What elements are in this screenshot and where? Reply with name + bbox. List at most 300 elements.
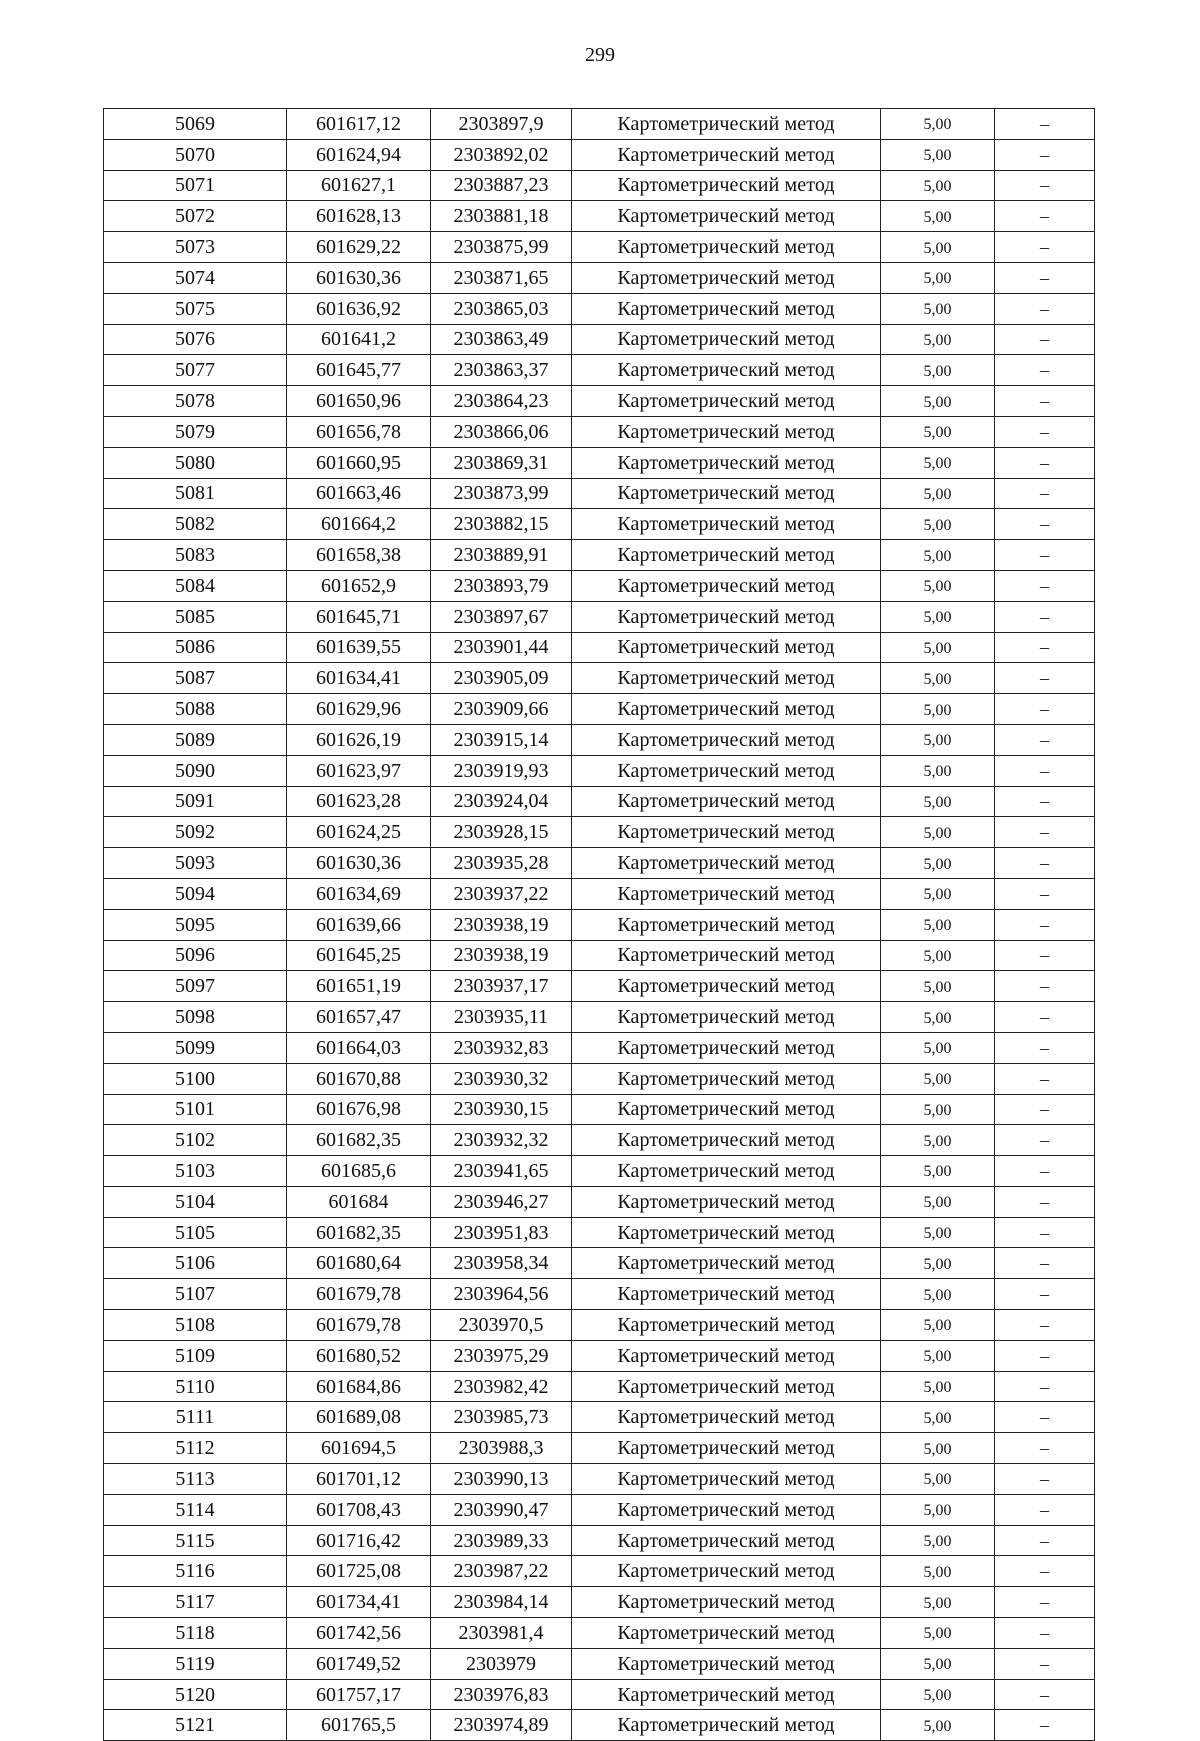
x-coordinate-cell: 601617,12 xyxy=(287,109,431,140)
x-coordinate-cell: 601652,9 xyxy=(287,570,431,601)
point-number-cell: 5114 xyxy=(104,1494,287,1525)
y-coordinate-cell: 2303924,04 xyxy=(431,786,572,817)
x-coordinate-cell: 601682,35 xyxy=(287,1217,431,1248)
description-cell: – xyxy=(995,570,1095,601)
point-number-cell: 5094 xyxy=(104,878,287,909)
method-cell: Картометрический метод xyxy=(572,540,881,571)
description-cell: – xyxy=(995,170,1095,201)
table-row xyxy=(104,109,1095,140)
accuracy-cell: 5,00 xyxy=(881,1371,995,1402)
accuracy-cell: 5,00 xyxy=(881,1032,995,1063)
method-cell: Картометрический метод xyxy=(572,1402,881,1433)
y-coordinate-cell: 2303889,91 xyxy=(431,540,572,571)
y-coordinate-cell: 2303935,11 xyxy=(431,1002,572,1033)
description-cell: – xyxy=(995,447,1095,478)
method-cell: Картометрический метод xyxy=(572,1248,881,1279)
method-cell: Картометрический метод xyxy=(572,386,881,417)
accuracy-cell: 5,00 xyxy=(881,694,995,725)
point-number-cell: 5089 xyxy=(104,724,287,755)
accuracy-cell: 5,00 xyxy=(881,1063,995,1094)
point-number-cell: 5120 xyxy=(104,1679,287,1710)
y-coordinate-cell: 2303958,34 xyxy=(431,1248,572,1279)
table-row xyxy=(104,1433,1095,1464)
x-coordinate-cell: 601651,19 xyxy=(287,971,431,1002)
description-cell: – xyxy=(995,262,1095,293)
point-number-cell: 5091 xyxy=(104,786,287,817)
description-cell: – xyxy=(995,232,1095,263)
accuracy-cell: 5,00 xyxy=(881,509,995,540)
x-coordinate-cell: 601658,38 xyxy=(287,540,431,571)
point-number-cell: 5119 xyxy=(104,1648,287,1679)
point-number-cell: 5092 xyxy=(104,817,287,848)
x-coordinate-cell: 601645,25 xyxy=(287,940,431,971)
table-row xyxy=(104,786,1095,817)
method-cell: Картометрический метод xyxy=(572,293,881,324)
description-cell: – xyxy=(995,1340,1095,1371)
description-cell: – xyxy=(995,416,1095,447)
table-row xyxy=(104,848,1095,879)
accuracy-cell: 5,00 xyxy=(881,663,995,694)
point-number-cell: 5095 xyxy=(104,909,287,940)
method-cell: Картометрический метод xyxy=(572,1002,881,1033)
x-coordinate-cell: 601623,28 xyxy=(287,786,431,817)
method-cell: Картометрический метод xyxy=(572,1494,881,1525)
y-coordinate-cell: 2303909,66 xyxy=(431,694,572,725)
x-coordinate-cell: 601630,36 xyxy=(287,262,431,293)
table-row xyxy=(104,232,1095,263)
table-row xyxy=(104,447,1095,478)
method-cell: Картометрический метод xyxy=(572,262,881,293)
description-cell: – xyxy=(995,878,1095,909)
accuracy-cell: 5,00 xyxy=(881,1186,995,1217)
description-cell: – xyxy=(995,1710,1095,1741)
x-coordinate-cell: 601757,17 xyxy=(287,1679,431,1710)
method-cell: Картометрический метод xyxy=(572,878,881,909)
description-cell: – xyxy=(995,1125,1095,1156)
method-cell: Картометрический метод xyxy=(572,663,881,694)
y-coordinate-cell: 2303919,93 xyxy=(431,755,572,786)
point-number-cell: 5083 xyxy=(104,540,287,571)
description-cell: – xyxy=(995,1002,1095,1033)
x-coordinate-cell: 601639,55 xyxy=(287,632,431,663)
x-coordinate-cell: 601623,97 xyxy=(287,755,431,786)
method-cell: Картометрический метод xyxy=(572,232,881,263)
point-number-cell: 5096 xyxy=(104,940,287,971)
point-number-cell: 5118 xyxy=(104,1618,287,1649)
method-cell: Картометрический метод xyxy=(572,1433,881,1464)
method-cell: Картометрический метод xyxy=(572,139,881,170)
accuracy-cell: 5,00 xyxy=(881,1094,995,1125)
accuracy-cell: 5,00 xyxy=(881,786,995,817)
method-cell: Картометрический метод xyxy=(572,848,881,879)
x-coordinate-cell: 601634,69 xyxy=(287,878,431,909)
y-coordinate-cell: 2303882,15 xyxy=(431,509,572,540)
accuracy-cell: 5,00 xyxy=(881,1679,995,1710)
table-row xyxy=(104,1464,1095,1495)
x-coordinate-cell: 601645,77 xyxy=(287,355,431,386)
method-cell: Картометрический метод xyxy=(572,478,881,509)
point-number-cell: 5117 xyxy=(104,1587,287,1618)
point-number-cell: 5111 xyxy=(104,1402,287,1433)
method-cell: Картометрический метод xyxy=(572,1340,881,1371)
description-cell: – xyxy=(995,1186,1095,1217)
accuracy-cell: 5,00 xyxy=(881,1618,995,1649)
method-cell: Картометрический метод xyxy=(572,1464,881,1495)
x-coordinate-cell: 601679,78 xyxy=(287,1310,431,1341)
y-coordinate-cell: 2303875,99 xyxy=(431,232,572,263)
description-cell: – xyxy=(995,139,1095,170)
x-coordinate-cell: 601765,5 xyxy=(287,1710,431,1741)
y-coordinate-cell: 2303990,13 xyxy=(431,1464,572,1495)
accuracy-cell: 5,00 xyxy=(881,1648,995,1679)
x-coordinate-cell: 601742,56 xyxy=(287,1618,431,1649)
point-number-cell: 5073 xyxy=(104,232,287,263)
point-number-cell: 5106 xyxy=(104,1248,287,1279)
accuracy-cell: 5,00 xyxy=(881,1248,995,1279)
point-number-cell: 5071 xyxy=(104,170,287,201)
table-row xyxy=(104,909,1095,940)
description-cell: – xyxy=(995,909,1095,940)
method-cell: Картометрический метод xyxy=(572,1063,881,1094)
point-number-cell: 5074 xyxy=(104,262,287,293)
point-number-cell: 5121 xyxy=(104,1710,287,1741)
table-row xyxy=(104,324,1095,355)
description-cell: – xyxy=(995,1310,1095,1341)
description-cell: – xyxy=(995,293,1095,324)
description-cell: – xyxy=(995,201,1095,232)
accuracy-cell: 5,00 xyxy=(881,971,995,1002)
accuracy-cell: 5,00 xyxy=(881,262,995,293)
description-cell: – xyxy=(995,109,1095,140)
table-row xyxy=(104,1402,1095,1433)
table-row xyxy=(104,386,1095,417)
y-coordinate-cell: 2303938,19 xyxy=(431,909,572,940)
accuracy-cell: 5,00 xyxy=(881,478,995,509)
method-cell: Картометрический метод xyxy=(572,1710,881,1741)
table-row xyxy=(104,1618,1095,1649)
method-cell: Картометрический метод xyxy=(572,940,881,971)
accuracy-cell: 5,00 xyxy=(881,139,995,170)
accuracy-cell: 5,00 xyxy=(881,909,995,940)
y-coordinate-cell: 2303937,22 xyxy=(431,878,572,909)
accuracy-cell: 5,00 xyxy=(881,1525,995,1556)
accuracy-cell: 5,00 xyxy=(881,755,995,786)
x-coordinate-cell: 601676,98 xyxy=(287,1094,431,1125)
point-number-cell: 5087 xyxy=(104,663,287,694)
method-cell: Картометрический метод xyxy=(572,1371,881,1402)
description-cell: – xyxy=(995,1679,1095,1710)
description-cell: – xyxy=(995,1525,1095,1556)
table-row xyxy=(104,1125,1095,1156)
x-coordinate-cell: 601725,08 xyxy=(287,1556,431,1587)
y-coordinate-cell: 2303866,06 xyxy=(431,416,572,447)
method-cell: Картометрический метод xyxy=(572,570,881,601)
y-coordinate-cell: 2303873,99 xyxy=(431,478,572,509)
accuracy-cell: 5,00 xyxy=(881,570,995,601)
x-coordinate-cell: 601684 xyxy=(287,1186,431,1217)
description-cell: – xyxy=(995,1156,1095,1187)
accuracy-cell: 5,00 xyxy=(881,848,995,879)
table-row xyxy=(104,724,1095,755)
accuracy-cell: 5,00 xyxy=(881,1402,995,1433)
accuracy-cell: 5,00 xyxy=(881,1433,995,1464)
x-coordinate-cell: 601685,6 xyxy=(287,1156,431,1187)
x-coordinate-cell: 601629,96 xyxy=(287,694,431,725)
x-coordinate-cell: 601628,13 xyxy=(287,201,431,232)
y-coordinate-cell: 2303892,02 xyxy=(431,139,572,170)
page-number: 299 xyxy=(585,44,615,66)
point-number-cell: 5070 xyxy=(104,139,287,170)
description-cell: – xyxy=(995,724,1095,755)
table-row xyxy=(104,1186,1095,1217)
accuracy-cell: 5,00 xyxy=(881,940,995,971)
x-coordinate-cell: 601650,96 xyxy=(287,386,431,417)
description-cell: – xyxy=(995,755,1095,786)
method-cell: Картометрический метод xyxy=(572,447,881,478)
description-cell: – xyxy=(995,355,1095,386)
accuracy-cell: 5,00 xyxy=(881,1156,995,1187)
y-coordinate-cell: 2303982,42 xyxy=(431,1371,572,1402)
method-cell: Картометрический метод xyxy=(572,755,881,786)
y-coordinate-cell: 2303951,83 xyxy=(431,1217,572,1248)
accuracy-cell: 5,00 xyxy=(881,1279,995,1310)
x-coordinate-cell: 601641,2 xyxy=(287,324,431,355)
x-coordinate-cell: 601645,71 xyxy=(287,601,431,632)
method-cell: Картометрический метод xyxy=(572,355,881,386)
description-cell: – xyxy=(995,940,1095,971)
y-coordinate-cell: 2303974,89 xyxy=(431,1710,572,1741)
method-cell: Картометрический метод xyxy=(572,1587,881,1618)
point-number-cell: 5081 xyxy=(104,478,287,509)
y-coordinate-cell: 2303930,32 xyxy=(431,1063,572,1094)
table-row xyxy=(104,540,1095,571)
method-cell: Картометрический метод xyxy=(572,170,881,201)
x-coordinate-cell: 601624,25 xyxy=(287,817,431,848)
x-coordinate-cell: 601630,36 xyxy=(287,848,431,879)
point-number-cell: 5110 xyxy=(104,1371,287,1402)
x-coordinate-cell: 601684,86 xyxy=(287,1371,431,1402)
table-row xyxy=(104,570,1095,601)
y-coordinate-cell: 2303893,79 xyxy=(431,570,572,601)
method-cell: Картометрический метод xyxy=(572,909,881,940)
y-coordinate-cell: 2303979 xyxy=(431,1648,572,1679)
table-body xyxy=(104,109,1095,1741)
x-coordinate-cell: 601639,66 xyxy=(287,909,431,940)
x-coordinate-cell: 601734,41 xyxy=(287,1587,431,1618)
y-coordinate-cell: 2303897,9 xyxy=(431,109,572,140)
point-number-cell: 5080 xyxy=(104,447,287,478)
method-cell: Картометрический метод xyxy=(572,1679,881,1710)
method-cell: Картометрический метод xyxy=(572,201,881,232)
point-number-cell: 5072 xyxy=(104,201,287,232)
point-number-cell: 5103 xyxy=(104,1156,287,1187)
method-cell: Картометрический метод xyxy=(572,1094,881,1125)
table-row xyxy=(104,1710,1095,1741)
table-row xyxy=(104,1002,1095,1033)
x-coordinate-cell: 601663,46 xyxy=(287,478,431,509)
description-cell: – xyxy=(995,1279,1095,1310)
point-number-cell: 5109 xyxy=(104,1340,287,1371)
point-number-cell: 5077 xyxy=(104,355,287,386)
description-cell: – xyxy=(995,1032,1095,1063)
y-coordinate-cell: 2303937,17 xyxy=(431,971,572,1002)
x-coordinate-cell: 601679,78 xyxy=(287,1279,431,1310)
x-coordinate-cell: 601629,22 xyxy=(287,232,431,263)
point-number-cell: 5116 xyxy=(104,1556,287,1587)
table-row xyxy=(104,262,1095,293)
method-cell: Картометрический метод xyxy=(572,1556,881,1587)
point-number-cell: 5088 xyxy=(104,694,287,725)
table-row xyxy=(104,1679,1095,1710)
table-row xyxy=(104,1063,1095,1094)
accuracy-cell: 5,00 xyxy=(881,201,995,232)
table-row xyxy=(104,478,1095,509)
accuracy-cell: 5,00 xyxy=(881,1002,995,1033)
y-coordinate-cell: 2303976,83 xyxy=(431,1679,572,1710)
y-coordinate-cell: 2303981,4 xyxy=(431,1618,572,1649)
y-coordinate-cell: 2303869,31 xyxy=(431,447,572,478)
accuracy-cell: 5,00 xyxy=(881,386,995,417)
method-cell: Картометрический метод xyxy=(572,109,881,140)
point-number-cell: 5084 xyxy=(104,570,287,601)
x-coordinate-cell: 601694,5 xyxy=(287,1433,431,1464)
method-cell: Картометрический метод xyxy=(572,324,881,355)
method-cell: Картометрический метод xyxy=(572,817,881,848)
point-number-cell: 5075 xyxy=(104,293,287,324)
x-coordinate-cell: 601636,92 xyxy=(287,293,431,324)
x-coordinate-cell: 601701,12 xyxy=(287,1464,431,1495)
accuracy-cell: 5,00 xyxy=(881,632,995,663)
method-cell: Картометрический метод xyxy=(572,1525,881,1556)
point-number-cell: 5105 xyxy=(104,1217,287,1248)
point-number-cell: 5093 xyxy=(104,848,287,879)
x-coordinate-cell: 601660,95 xyxy=(287,447,431,478)
description-cell: – xyxy=(995,324,1095,355)
description-cell: – xyxy=(995,694,1095,725)
description-cell: – xyxy=(995,1648,1095,1679)
table-row xyxy=(104,663,1095,694)
accuracy-cell: 5,00 xyxy=(881,232,995,263)
point-number-cell: 5115 xyxy=(104,1525,287,1556)
accuracy-cell: 5,00 xyxy=(881,1310,995,1341)
y-coordinate-cell: 2303935,28 xyxy=(431,848,572,879)
method-cell: Картометрический метод xyxy=(572,694,881,725)
table-row xyxy=(104,1494,1095,1525)
y-coordinate-cell: 2303887,23 xyxy=(431,170,572,201)
accuracy-cell: 5,00 xyxy=(881,170,995,201)
description-cell: – xyxy=(995,1248,1095,1279)
y-coordinate-cell: 2303932,83 xyxy=(431,1032,572,1063)
y-coordinate-cell: 2303863,37 xyxy=(431,355,572,386)
description-cell: – xyxy=(995,1063,1095,1094)
accuracy-cell: 5,00 xyxy=(881,447,995,478)
table-row xyxy=(104,1032,1095,1063)
y-coordinate-cell: 2303930,15 xyxy=(431,1094,572,1125)
description-cell: – xyxy=(995,509,1095,540)
y-coordinate-cell: 2303964,56 xyxy=(431,1279,572,1310)
description-cell: – xyxy=(995,601,1095,632)
method-cell: Картометрический метод xyxy=(572,632,881,663)
y-coordinate-cell: 2303915,14 xyxy=(431,724,572,755)
point-number-cell: 5101 xyxy=(104,1094,287,1125)
point-number-cell: 5098 xyxy=(104,1002,287,1033)
accuracy-cell: 5,00 xyxy=(881,1340,995,1371)
table-row xyxy=(104,1371,1095,1402)
table-row xyxy=(104,940,1095,971)
table-row xyxy=(104,1156,1095,1187)
table-row xyxy=(104,878,1095,909)
accuracy-cell: 5,00 xyxy=(881,1464,995,1495)
point-number-cell: 5097 xyxy=(104,971,287,1002)
y-coordinate-cell: 2303897,67 xyxy=(431,601,572,632)
table-row xyxy=(104,1279,1095,1310)
accuracy-cell: 5,00 xyxy=(881,293,995,324)
table-row xyxy=(104,1094,1095,1125)
point-number-cell: 5079 xyxy=(104,416,287,447)
table-row xyxy=(104,601,1095,632)
method-cell: Картометрический метод xyxy=(572,509,881,540)
y-coordinate-cell: 2303905,09 xyxy=(431,663,572,694)
table-row xyxy=(104,755,1095,786)
method-cell: Картометрический метод xyxy=(572,1217,881,1248)
point-number-cell: 5069 xyxy=(104,109,287,140)
accuracy-cell: 5,00 xyxy=(881,601,995,632)
accuracy-cell: 5,00 xyxy=(881,1125,995,1156)
y-coordinate-cell: 2303990,47 xyxy=(431,1494,572,1525)
x-coordinate-cell: 601634,41 xyxy=(287,663,431,694)
y-coordinate-cell: 2303881,18 xyxy=(431,201,572,232)
table-row xyxy=(104,416,1095,447)
table-row xyxy=(104,817,1095,848)
description-cell: – xyxy=(995,1556,1095,1587)
x-coordinate-cell: 601680,52 xyxy=(287,1340,431,1371)
table-row xyxy=(104,170,1095,201)
method-cell: Картометрический метод xyxy=(572,1125,881,1156)
y-coordinate-cell: 2303932,32 xyxy=(431,1125,572,1156)
accuracy-cell: 5,00 xyxy=(881,817,995,848)
method-cell: Картометрический метод xyxy=(572,1310,881,1341)
description-cell: – xyxy=(995,1494,1095,1525)
x-coordinate-cell: 601670,88 xyxy=(287,1063,431,1094)
x-coordinate-cell: 601708,43 xyxy=(287,1494,431,1525)
table-row xyxy=(104,1556,1095,1587)
y-coordinate-cell: 2303871,65 xyxy=(431,262,572,293)
x-coordinate-cell: 601624,94 xyxy=(287,139,431,170)
table-row xyxy=(104,139,1095,170)
description-cell: – xyxy=(995,540,1095,571)
point-number-cell: 5082 xyxy=(104,509,287,540)
table-row xyxy=(104,1340,1095,1371)
x-coordinate-cell: 601682,35 xyxy=(287,1125,431,1156)
x-coordinate-cell: 601657,47 xyxy=(287,1002,431,1033)
point-number-cell: 5099 xyxy=(104,1032,287,1063)
point-number-cell: 5085 xyxy=(104,601,287,632)
table-row xyxy=(104,694,1095,725)
point-number-cell: 5113 xyxy=(104,1464,287,1495)
accuracy-cell: 5,00 xyxy=(881,1556,995,1587)
y-coordinate-cell: 2303946,27 xyxy=(431,1186,572,1217)
x-coordinate-cell: 601716,42 xyxy=(287,1525,431,1556)
method-cell: Картометрический метод xyxy=(572,601,881,632)
y-coordinate-cell: 2303970,5 xyxy=(431,1310,572,1341)
y-coordinate-cell: 2303901,44 xyxy=(431,632,572,663)
accuracy-cell: 5,00 xyxy=(881,1587,995,1618)
y-coordinate-cell: 2303864,23 xyxy=(431,386,572,417)
method-cell: Картометрический метод xyxy=(572,724,881,755)
table-row xyxy=(104,293,1095,324)
y-coordinate-cell: 2303865,03 xyxy=(431,293,572,324)
table-row xyxy=(104,1217,1095,1248)
